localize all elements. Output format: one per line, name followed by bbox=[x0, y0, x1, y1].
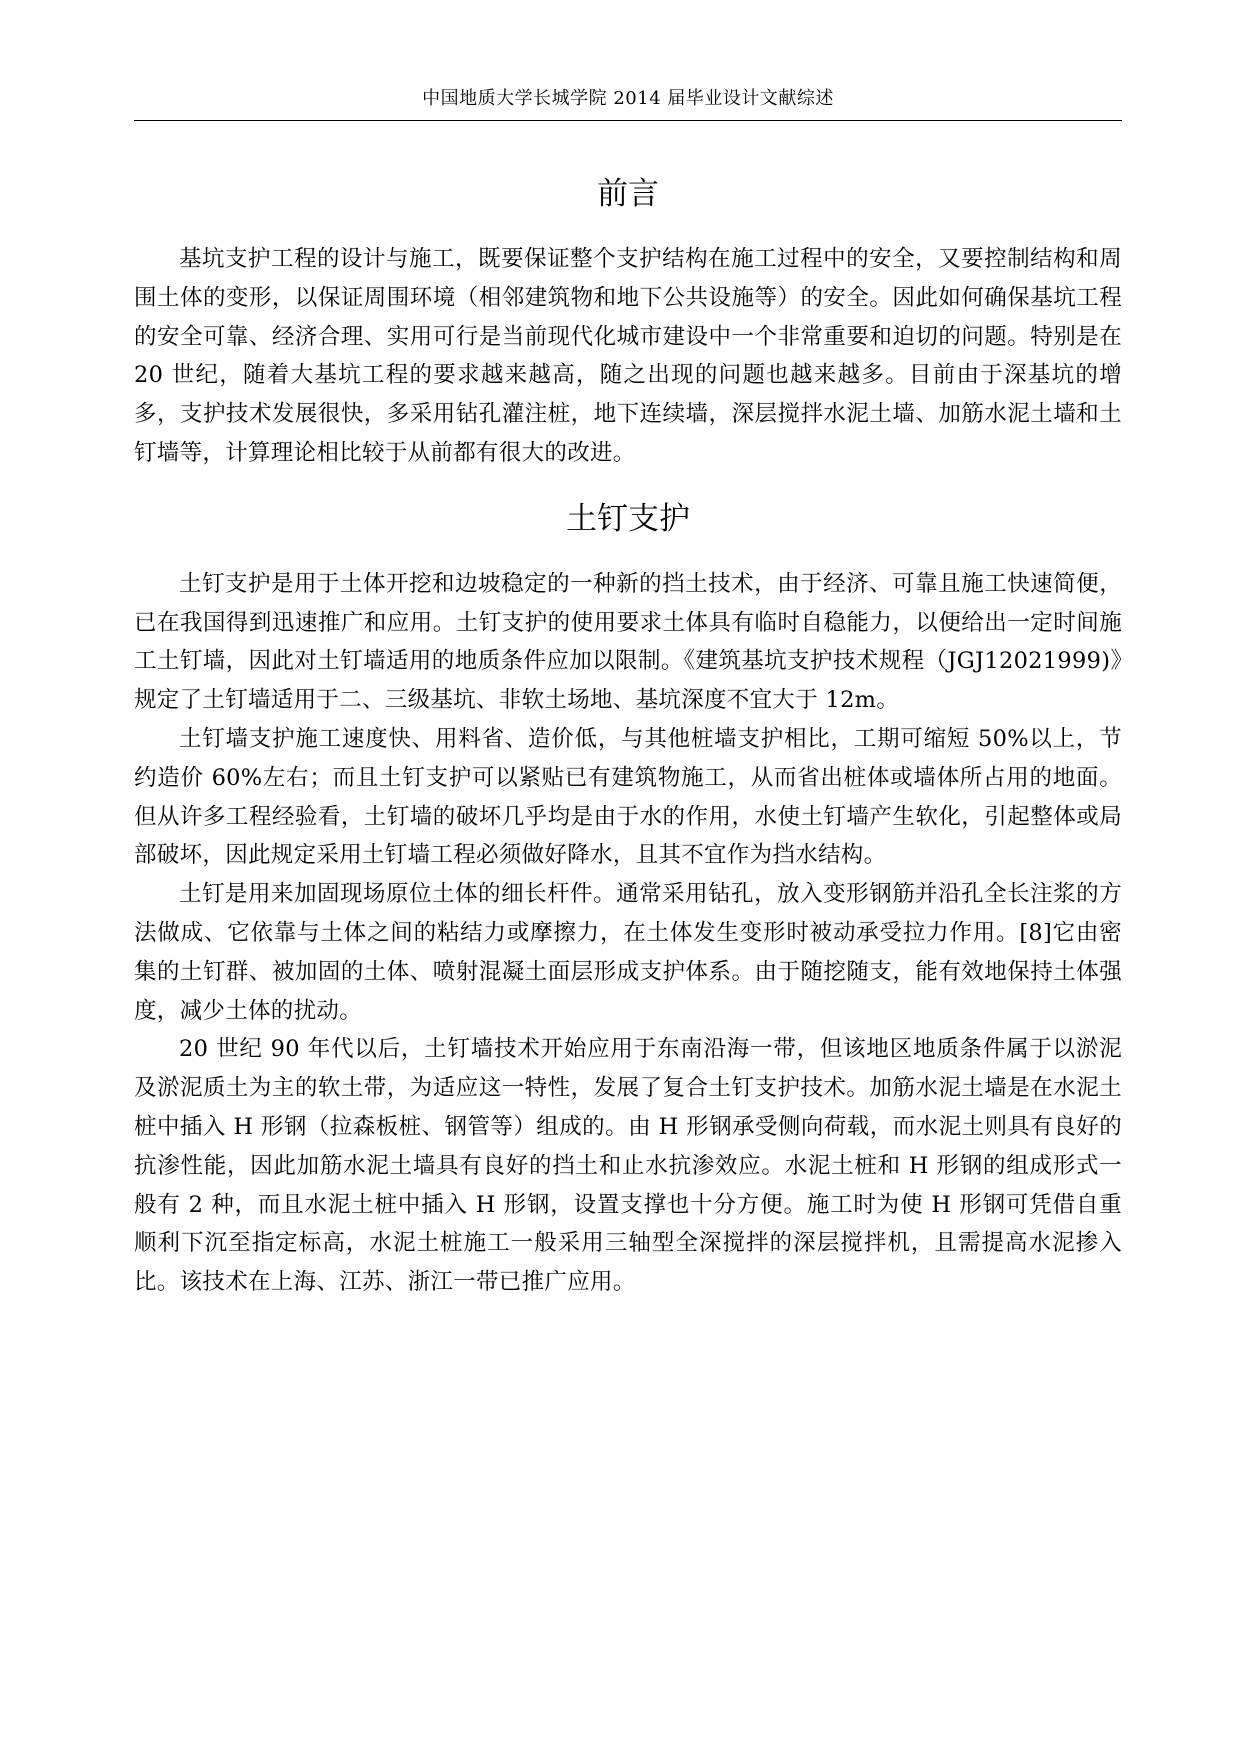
paragraph-soil-nailing-4: 20 世纪 90 年代以后，土钉墙技术开始应用于东南沿海一带，但该地区地质条件属于以淤泥及淤泥质土为主的软土带，为适应这一特性，发展了复合土钉支护技术。加筋水泥土墙是在水泥土桩中插入 H 形钢（拉森板桩、钢管等）组成的。由 H 形钢承受侧向荷载，而水泥土则具有良好的抗渗性能，因此加筋水泥土墙具有良好的挡土和止水抗渗效应。水泥土桩和 H 形钢的组成形式一般有 2 种，而且水泥土桩中插入 H 形钢，设置支撑也十分方便。施工时为使 H 形钢可凭借自重顺利下沉至指定标高，水泥土桩施工一般采用三轴型全深搅拌的深层搅拌机，且需提高水泥掺入比。该技术在上海、江苏、浙江一带已推广应用。 bbox=[134, 1036, 1122, 1296]
page-header-text: 中国地质大学长城学院 2014 届毕业设计文献综述 bbox=[422, 88, 834, 109]
page-header bbox=[134, 84, 1122, 121]
section-title-soil-nailing: 土钉支护 bbox=[566, 500, 690, 537]
section-title-preface: 前言 bbox=[597, 176, 659, 212]
paragraph-soil-nailing-1: 土钉支护是用于土体开挖和边坡稳定的一种新的挡土技术，由于经济、可靠且施工快速简便，已在我国得到迅速推广和应用。土钉支护的使用要求土体具有临时自稳能力，以便给出一定时间施工土钉墙，因此对土钉墙适用的地质条件应加以限制。《建筑基坑支护技术规程（JGJ12021999)》规定了土钉墙适用于二、三级基坑、非软土场地、基坑深度不宜大于 12m。 bbox=[134, 570, 1122, 714]
paragraph-soil-nailing-3: 土钉是用来加固现场原位土体的细长杆件。通常采用钻孔，放入变形钢筋并沿孔全长注浆的方法做成、它依靠与土体之间的粘结力或摩擦力，在土体发生变形时被动承受拉力作用。[8]它由密集的土钉群、被加固的土体、喷射混凝土面层形成支护体系。由于随挖随支，能有效地保持土体强度，减少土体的扰动。 bbox=[134, 881, 1122, 1024]
paragraph-soil-nailing-2: 土钉墙支护施工速度快、用料省、造价低，与其他桩墙支护相比，工期可缩短 50%以上，节约造价 60%左右；而且土钉支护可以紧贴已有建筑物施工，从而省出桩体或墙体所占用的地面。但从许多工程经验看，土钉墙的破坏几乎均是由于水的作用，水使土钉墙产生软化，引起整体或局部破坏，因此规定采用土钉墙工程必须做好降水，且其不宜作为挡水结构。 bbox=[134, 725, 1122, 869]
paragraph-preface-1: 基坑支护工程的设计与施工，既要保证整个支护结构在施工过程中的安全，又要控制结构和周围土体的变形，以保证周围环境（相邻建筑物和地下公共设施等）的安全。因此如何确保基坑工程的安全可靠、经济合理、实用可行是当前现代化城市建设中一个非常重要和迫切的问题。特别是在 20 世纪，随着大基坑工程的要求越来越高，随之出现的问题也越来越多。目前由于深基坑的增多，支护技术发展很快，多采用钻孔灌注桩，地下连续墙，深层搅拌水泥土墙、加筋水泥土墙和土钉墙等，计算理论相比较于从前都有很大的改进。 bbox=[134, 246, 1122, 466]
document-body bbox=[134, 170, 1122, 1302]
